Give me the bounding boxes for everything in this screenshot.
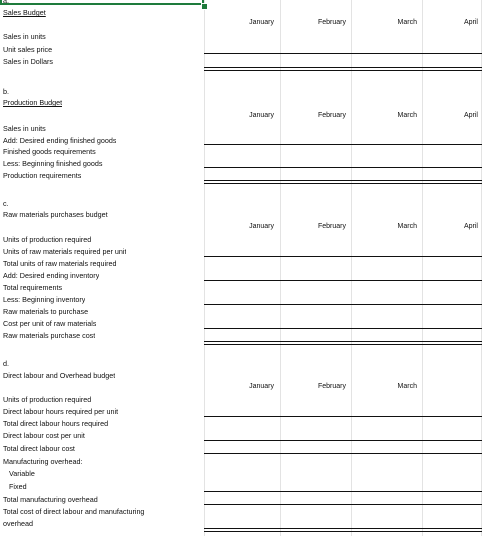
cell-border	[204, 344, 482, 345]
cell-border	[204, 180, 482, 181]
month-header[interactable]: January	[249, 19, 274, 26]
row-label[interactable]: Add: Desired ending inventory	[3, 271, 100, 280]
row-label[interactable]: Total manufacturing overhead	[3, 495, 98, 504]
cell-border	[204, 491, 482, 492]
row-label[interactable]: Less: Beginning inventory	[3, 295, 86, 304]
row-label[interactable]: Direct labour hours required per unit	[3, 407, 119, 416]
section-title-d[interactable]: Direct labour and Overhead budget	[3, 371, 116, 380]
month-header[interactable]: January	[249, 112, 274, 119]
row-label[interactable]: Raw materials purchase cost	[3, 331, 96, 340]
gridline	[422, 0, 423, 536]
month-header[interactable]: March	[397, 112, 417, 119]
month-header[interactable]: March	[397, 383, 417, 390]
row-label[interactable]: Units of raw materials required per unit	[3, 247, 127, 256]
row-label[interactable]: Units of production required	[3, 235, 92, 244]
month-header[interactable]: February	[317, 223, 346, 230]
month-header[interactable]: April	[463, 223, 478, 230]
section-letter-b[interactable]: b.	[3, 87, 9, 96]
cell-border	[204, 256, 482, 257]
cell-border	[204, 528, 482, 529]
month-header[interactable]: April	[463, 19, 478, 26]
cell-border	[204, 416, 482, 417]
cell-border	[204, 70, 482, 71]
row-label[interactable]: Total direct labour cost	[3, 444, 75, 453]
row-label[interactable]: Raw materials to purchase	[3, 307, 89, 316]
gridline	[481, 0, 482, 536]
gridline	[351, 0, 352, 536]
selected-cell[interactable]	[0, 0, 204, 5]
cell-border	[204, 440, 482, 441]
row-label[interactable]: Total cost of direct labour and manufacturing	[3, 507, 145, 516]
month-header[interactable]: April	[463, 112, 478, 119]
row-label[interactable]: Add: Desired ending finished goods	[3, 136, 117, 145]
row-label[interactable]: Direct labour cost per unit	[3, 431, 85, 440]
cell-border	[204, 67, 482, 68]
row-label[interactable]: Production requirements	[3, 171, 82, 180]
fill-handle[interactable]	[201, 3, 208, 10]
gridline	[204, 0, 205, 536]
cell-border	[204, 453, 482, 454]
row-label[interactable]: Sales in Dollars	[3, 57, 53, 66]
section-title-c[interactable]: Raw materials purchases budget	[3, 210, 108, 219]
month-header[interactable]: January	[249, 223, 274, 230]
cell-border	[204, 144, 482, 145]
row-label[interactable]: Sales in units	[3, 32, 46, 41]
cell-border	[204, 183, 482, 184]
row-label[interactable]: Cost per unit of raw materials	[3, 319, 97, 328]
cell-border	[204, 280, 482, 281]
section-letter-d[interactable]: d.	[3, 359, 9, 368]
row-label[interactable]: overhead	[3, 519, 33, 528]
row-label[interactable]: Less: Beginning finished goods	[3, 159, 103, 168]
month-header[interactable]: March	[397, 19, 417, 26]
section-title-b[interactable]: Production Budget	[3, 98, 63, 107]
row-label[interactable]: Total requirements	[3, 283, 63, 292]
cell-border	[204, 504, 482, 505]
row-label[interactable]: Total direct labour hours required	[3, 419, 109, 428]
section-letter-c[interactable]: c.	[3, 199, 9, 208]
row-label[interactable]: Units of production required	[3, 395, 92, 404]
row-label[interactable]: Sales in units	[3, 124, 46, 133]
row-label[interactable]: Total units of raw materials required	[3, 259, 117, 268]
month-header[interactable]: March	[397, 223, 417, 230]
row-label[interactable]: Fixed	[9, 482, 27, 491]
row-label[interactable]: Manufacturing overhead:	[3, 457, 83, 466]
section-title-a[interactable]: Sales Budget	[3, 8, 46, 17]
row-label[interactable]: Finished goods requirements	[3, 147, 96, 156]
row-label[interactable]: Unit sales price	[3, 45, 53, 54]
cell-border	[204, 167, 482, 168]
row-label[interactable]: Variable	[9, 469, 35, 478]
month-header[interactable]: February	[317, 112, 346, 119]
cell-border	[204, 341, 482, 342]
cell-border	[204, 53, 482, 54]
cell-border	[204, 304, 482, 305]
month-header[interactable]: January	[249, 383, 274, 390]
month-header[interactable]: February	[317, 383, 346, 390]
month-header[interactable]: February	[317, 19, 346, 26]
gridline	[280, 0, 281, 536]
cell-border	[204, 328, 482, 329]
cell-border	[204, 531, 482, 532]
section-letter-a[interactable]: a.	[3, 0, 9, 5]
